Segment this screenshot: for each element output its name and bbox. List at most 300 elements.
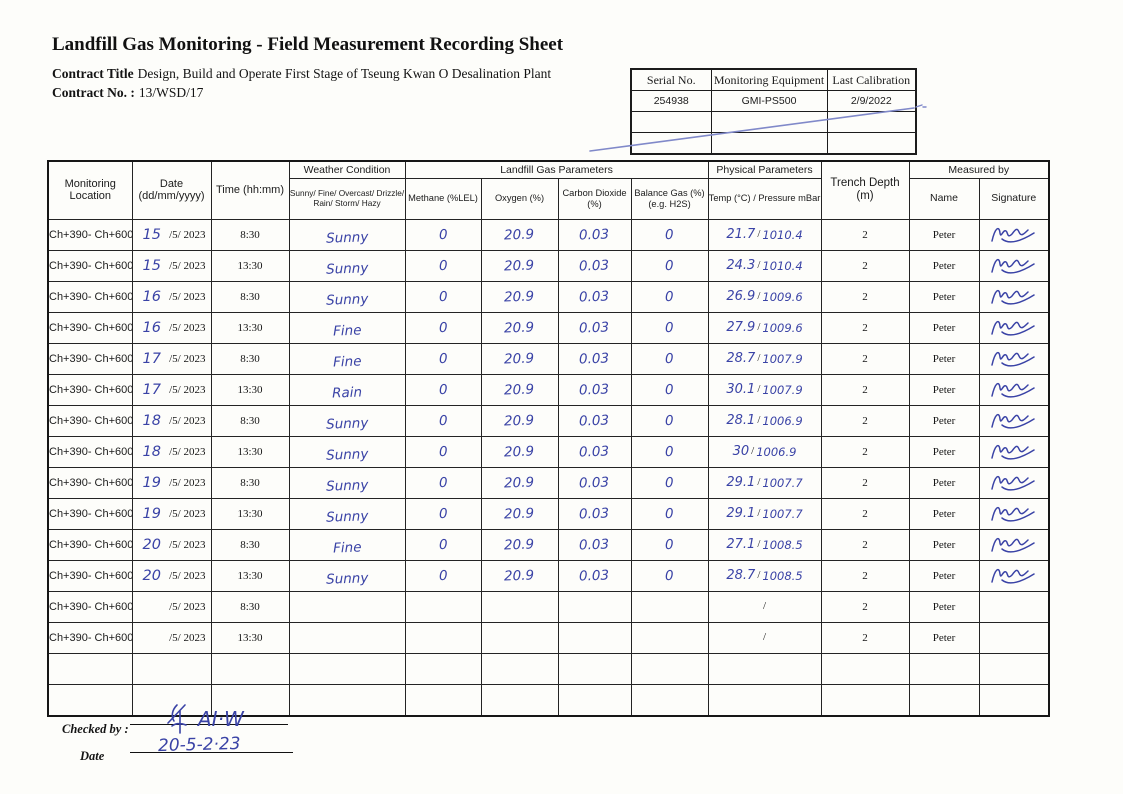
cell-co2 [558,529,631,560]
cell-time: 13:30 [211,560,289,591]
measurement-row [48,374,1049,405]
handwritten-methane: 0 [438,536,448,553]
printed-month-year: /5/ 2023 [169,259,206,272]
measurement-row [48,591,1049,622]
printed-slash: / [757,227,761,240]
cell-date [132,467,211,498]
printed-month-year: /5/ 2023 [169,228,206,241]
cell-name: Peter [909,591,979,622]
printed-month-year: /5/ 2023 [169,507,206,520]
col-header-co2: Carbon Dioxide (%) [558,178,631,219]
cell-oxygen [481,591,558,622]
handwritten-balance-gas: 0 [664,412,675,429]
contract-title-line [52,66,551,82]
cell-oxygen [481,560,558,591]
printed-month-year: /5/ 2023 [169,538,206,551]
cell-temp-pressure [708,498,821,529]
signature-scribble [988,348,1040,370]
cell-co2 [558,653,631,684]
handwritten-weather: Rain [331,383,363,402]
cell-temp-pressure [708,684,821,716]
measurement-row [48,219,1049,250]
handwritten-pressure: 1009.6 [762,289,803,304]
checked-by-signature: AI·W [198,707,244,731]
cell-monitoring-location: Ch+390- Ch+600 [48,343,132,374]
cell-co2 [558,343,631,374]
signature-scribble [988,317,1040,339]
cell-weather [289,250,405,281]
cell-co2 [558,622,631,653]
cell-date [132,560,211,591]
cell-temp-pressure [708,529,821,560]
handwritten-balance-gas: 0 [664,226,675,243]
col-header-name: Name [909,178,979,219]
printed-month-year: /5/ 2023 [169,352,206,365]
handwritten-checked-date: 20-5-2·23 [157,733,241,757]
cell-time [211,653,289,684]
col-header-oxygen: Oxygen (%) [481,178,558,219]
cell-name: Peter [909,405,979,436]
handwritten-pressure: 1009.6 [762,320,803,335]
cell-balance-gas [631,622,708,653]
cell-weather [289,498,405,529]
cell-oxygen [481,405,558,436]
cell-trench-depth: 2 [821,529,909,560]
handwritten-oxygen: 20.9 [504,473,535,492]
cell-trench-depth: 2 [821,250,909,281]
cell-weather [289,281,405,312]
signature-scribble [988,255,1040,277]
cell-signature [979,312,1049,343]
cell-trench-depth: 2 [821,436,909,467]
cell-name: Peter [909,436,979,467]
handwritten-co2: 0.03 [579,256,610,275]
handwritten-methane: 0 [438,319,448,336]
cell-oxygen [481,529,558,560]
cell-monitoring-location: Ch+390- Ch+600 [48,219,132,250]
cell-monitoring-location: Ch+390- Ch+600 [48,436,132,467]
cell-time: 13:30 [211,250,289,281]
cell-methane [405,405,481,436]
cell-trench-depth: 2 [821,281,909,312]
cell-trench-depth: 2 [821,312,909,343]
cell-oxygen [481,281,558,312]
measurement-row [48,281,1049,312]
handwritten-day: 17 [142,381,161,398]
measurement-row [48,343,1049,374]
handwritten-oxygen: 20.9 [504,225,535,244]
cell-balance-gas [631,436,708,467]
handwritten-balance-gas: 0 [664,474,675,491]
handwritten-co2: 0.03 [579,504,610,523]
cell-oxygen [481,467,558,498]
handwritten-balance-gas: 0 [664,257,675,274]
handwritten-temp: 28.7 [726,568,756,583]
cell-weather [289,529,405,560]
handwritten-methane: 0 [438,381,448,398]
cell-balance-gas [631,529,708,560]
measurement-row [48,653,1049,684]
cell-weather [289,374,405,405]
contract-title-label: Contract Title [52,66,134,81]
handwritten-day: 19 [142,474,161,491]
cell-date [132,498,211,529]
cell-name: Peter [909,343,979,374]
cell-methane [405,498,481,529]
cell-methane [405,684,481,716]
equipment-header-equipment: Monitoring Equipment [711,69,827,91]
cell-co2 [558,498,631,529]
cell-date [132,622,211,653]
cell-name: Peter [909,374,979,405]
cell-name: Peter [909,250,979,281]
handwritten-pressure: 1007.9 [762,382,803,397]
cell-time: 13:30 [211,436,289,467]
handwritten-co2: 0.03 [579,318,610,337]
cell-trench-depth: 2 [821,622,909,653]
handwritten-day: 19 [142,505,161,522]
handwritten-day: 15 [142,257,161,274]
handwritten-day: 20 [142,567,161,584]
handwritten-balance-gas: 0 [664,536,675,553]
cell-balance-gas [631,281,708,312]
handwritten-temp: 30 [732,444,750,459]
handwritten-methane: 0 [438,443,448,460]
handwritten-day: 18 [142,443,161,460]
measurement-row [48,250,1049,281]
cell-oxygen [481,498,558,529]
cell-monitoring-location [48,684,132,716]
handwritten-methane: 0 [438,226,448,243]
cell-name [909,653,979,684]
cell-temp-pressure [708,591,821,622]
handwritten-weather: Fine [332,539,362,556]
cell-time: 8:30 [211,219,289,250]
printed-month-year: /5/ 2023 [169,631,206,644]
printed-month-year: /5/ 2023 [169,321,206,334]
cell-co2 [558,219,631,250]
equipment-header-calibration: Last Calibration [827,69,916,91]
contract-no-label: Contract No. : [52,85,135,100]
handwritten-temp: 28.1 [726,413,756,428]
cell-name: Peter [909,467,979,498]
cell-monitoring-location: Ch+390- Ch+600 [48,405,132,436]
signature-scribble [988,410,1040,432]
handwritten-methane: 0 [438,474,448,491]
col-header-monitoring-location: Monitoring Location [48,161,132,219]
signature-scribble [988,472,1040,494]
equipment-header-row [631,69,916,91]
cell-signature [979,591,1049,622]
cell-name: Peter [909,529,979,560]
group-header-physical: Physical Parameters [708,161,821,178]
cell-time: 13:30 [211,312,289,343]
cell-monitoring-location [48,653,132,684]
handwritten-oxygen: 20.9 [504,566,535,585]
handwritten-temp: 27.1 [726,537,756,552]
handwritten-oxygen: 20.9 [504,287,535,306]
cell-date [132,591,211,622]
cell-date [132,343,211,374]
cell-co2 [558,405,631,436]
cell-signature [979,467,1049,498]
contract-no-line [52,85,203,101]
printed-slash: / [757,351,761,364]
printed-slash: / [757,506,761,519]
handwritten-balance-gas: 0 [664,505,675,522]
cell-date [132,653,211,684]
cell-temp-pressure [708,281,821,312]
printed-slash: / [757,289,761,302]
cell-trench-depth: 2 [821,591,909,622]
cell-monitoring-location: Ch+390- Ch+600 [48,529,132,560]
handwritten-balance-gas: 0 [664,350,675,367]
handwritten-day: 18 [142,412,161,429]
cell-trench-depth: 2 [821,498,909,529]
cell-date [132,281,211,312]
handwritten-temp: 30.1 [726,382,756,397]
cell-trench-depth [821,653,909,684]
printed-month-year: /5/ 2023 [169,569,206,582]
cell-temp-pressure [708,653,821,684]
cell-temp-pressure [708,405,821,436]
measurement-row [48,560,1049,591]
cell-signature [979,498,1049,529]
cell-oxygen [481,250,558,281]
signature-scribble [988,224,1040,246]
handwritten-day: 16 [142,288,161,305]
handwritten-balance-gas: 0 [664,381,675,398]
cell-methane [405,653,481,684]
cell-weather [289,405,405,436]
cell-time: 8:30 [211,529,289,560]
printed-slash: / [757,413,761,426]
printed-slash: / [762,599,767,612]
cell-oxygen [481,653,558,684]
cell-date [132,219,211,250]
cell-temp-pressure [708,560,821,591]
cell-monitoring-location: Ch+390- Ch+600 [48,374,132,405]
equipment-serial-value: 254938 [631,91,711,112]
cell-weather [289,591,405,622]
pen-strike-line [580,98,930,162]
cell-signature [979,529,1049,560]
cell-oxygen [481,684,558,716]
group-header-gas: Landfill Gas Parameters [405,161,708,178]
handwritten-weather: Sunny [325,228,369,247]
cell-signature [979,436,1049,467]
handwritten-oxygen: 20.9 [504,442,535,461]
cell-time: 8:30 [211,405,289,436]
cell-methane [405,436,481,467]
group-header-weather: Weather Condition [289,161,405,178]
cell-methane [405,281,481,312]
handwritten-co2: 0.03 [579,225,610,244]
handwritten-weather: Sunny [325,259,369,278]
handwritten-pressure: 1008.5 [762,537,803,552]
cell-temp-pressure [708,343,821,374]
printed-slash: / [757,568,761,581]
col-header-time: Time (hh:mm) [211,161,289,219]
cell-methane [405,622,481,653]
cell-name [909,684,979,716]
cell-weather [289,560,405,591]
equipment-header-serial: Serial No. [631,69,711,91]
handwritten-temp: 29.1 [726,475,756,490]
cell-methane [405,591,481,622]
cell-monitoring-location: Ch+390- Ch+600 [48,560,132,591]
cell-balance-gas [631,219,708,250]
cell-co2 [558,250,631,281]
cell-signature [979,653,1049,684]
col-header-signature: Signature [979,178,1049,219]
cell-date [132,250,211,281]
cell-temp-pressure [708,622,821,653]
cell-monitoring-location: Ch+390- Ch+600 [48,622,132,653]
handwritten-oxygen: 20.9 [504,256,535,275]
printed-slash: / [757,320,761,333]
contract-no-value: 13/WSD/17 [138,85,204,100]
cell-monitoring-location: Ch+390- Ch+600 [48,250,132,281]
cell-balance-gas [631,374,708,405]
cell-monitoring-location: Ch+390- Ch+600 [48,498,132,529]
cell-weather [289,684,405,716]
signature-scribble [988,379,1040,401]
cell-trench-depth [821,684,909,716]
handwritten-weather: Sunny [325,569,369,588]
equipment-model-value: GMI-PS500 [711,91,827,112]
cell-monitoring-location: Ch+390- Ch+600 [48,591,132,622]
handwritten-co2: 0.03 [579,566,610,585]
cell-signature [979,374,1049,405]
cell-methane [405,529,481,560]
header-row-groups [48,161,1049,178]
signature-scribble [988,286,1040,308]
handwritten-day: 16 [142,319,161,336]
handwritten-day: 15 [142,226,161,243]
handwritten-pressure: 1007.7 [762,506,803,521]
handwritten-balance-gas: 0 [664,288,675,305]
cell-co2 [558,374,631,405]
cell-temp-pressure [708,219,821,250]
cell-co2 [558,684,631,716]
cell-co2 [558,312,631,343]
cell-weather [289,343,405,374]
col-header-date: Date (dd/mm/yyyy) [132,161,211,219]
handwritten-weather: Sunny [325,507,369,526]
handwritten-co2: 0.03 [579,442,610,461]
handwritten-weather: Sunny [325,445,369,464]
handwritten-oxygen: 20.9 [504,349,535,368]
cell-oxygen [481,219,558,250]
printed-slash: / [757,537,761,550]
handwritten-temp: 27.9 [726,320,756,335]
checked-by-label: Checked by : [62,722,129,736]
handwritten-methane: 0 [438,288,448,305]
cell-co2 [558,560,631,591]
cell-time: 8:30 [211,591,289,622]
col-header-weather-types: Sunny/ Fine/ Overcast/ Drizzle/ Rain/ Storm/ Hazy [289,178,405,219]
cell-balance-gas [631,684,708,716]
cell-time: 8:30 [211,343,289,374]
printed-slash: / [757,475,761,488]
printed-month-year: /5/ 2023 [169,476,206,489]
printed-slash: / [757,258,761,271]
cell-co2 [558,591,631,622]
cell-balance-gas [631,560,708,591]
handwritten-oxygen: 20.9 [504,504,535,523]
cell-balance-gas [631,591,708,622]
signature-scribble [988,534,1040,556]
col-header-temp-pressure: Temp (°C) / Pressure mBar [708,178,821,219]
printed-slash: / [762,630,767,643]
handwritten-co2: 0.03 [579,411,610,430]
equipment-calibration-value: 2/9/2022 [827,91,916,112]
cell-monitoring-location: Ch+390- Ch+600 [48,467,132,498]
cell-date [132,529,211,560]
handwritten-pressure: 1006.9 [762,413,803,428]
cell-time: 13:30 [211,374,289,405]
cell-trench-depth: 2 [821,219,909,250]
cell-oxygen [481,343,558,374]
cell-temp-pressure [708,436,821,467]
cell-balance-gas [631,467,708,498]
handwritten-methane: 0 [438,567,448,584]
cell-name: Peter [909,560,979,591]
recording-table [47,160,1050,717]
handwritten-temp: 21.7 [726,227,756,242]
cell-signature [979,250,1049,281]
cell-name: Peter [909,281,979,312]
cell-signature [979,281,1049,312]
handwritten-day: 17 [142,350,161,367]
cell-methane [405,374,481,405]
handwritten-pressure: 1007.9 [762,351,803,366]
cell-temp-pressure [708,467,821,498]
cell-signature [979,405,1049,436]
cell-trench-depth: 2 [821,405,909,436]
handwritten-pressure: 1006.9 [756,444,797,459]
handwritten-oxygen: 20.9 [504,380,535,399]
cell-signature [979,560,1049,591]
measurement-row [48,467,1049,498]
cell-co2 [558,436,631,467]
cell-trench-depth: 2 [821,374,909,405]
cell-methane [405,219,481,250]
cell-time: 13:30 [211,622,289,653]
measurement-row [48,312,1049,343]
cell-date [132,312,211,343]
measurement-row [48,498,1049,529]
handwritten-weather: Fine [332,353,362,370]
date-label: Date [80,749,105,763]
cell-signature [979,219,1049,250]
printed-month-year: /5/ 2023 [169,290,206,303]
handwritten-methane: 0 [438,412,448,429]
handwritten-weather: Fine [332,322,362,339]
cell-temp-pressure [708,312,821,343]
cell-name: Peter [909,219,979,250]
handwritten-temp: 29.1 [726,506,756,521]
handwritten-methane: 0 [438,350,448,367]
printed-slash: / [757,382,761,395]
col-header-balance-gas: Balance Gas (%) (e.g. H2S) [631,178,708,219]
handwritten-co2: 0.03 [579,535,610,554]
printed-month-year: /5/ 2023 [169,383,206,396]
col-header-methane: Methane (%LEL) [405,178,481,219]
cell-weather [289,312,405,343]
signature-scribble [988,441,1040,463]
